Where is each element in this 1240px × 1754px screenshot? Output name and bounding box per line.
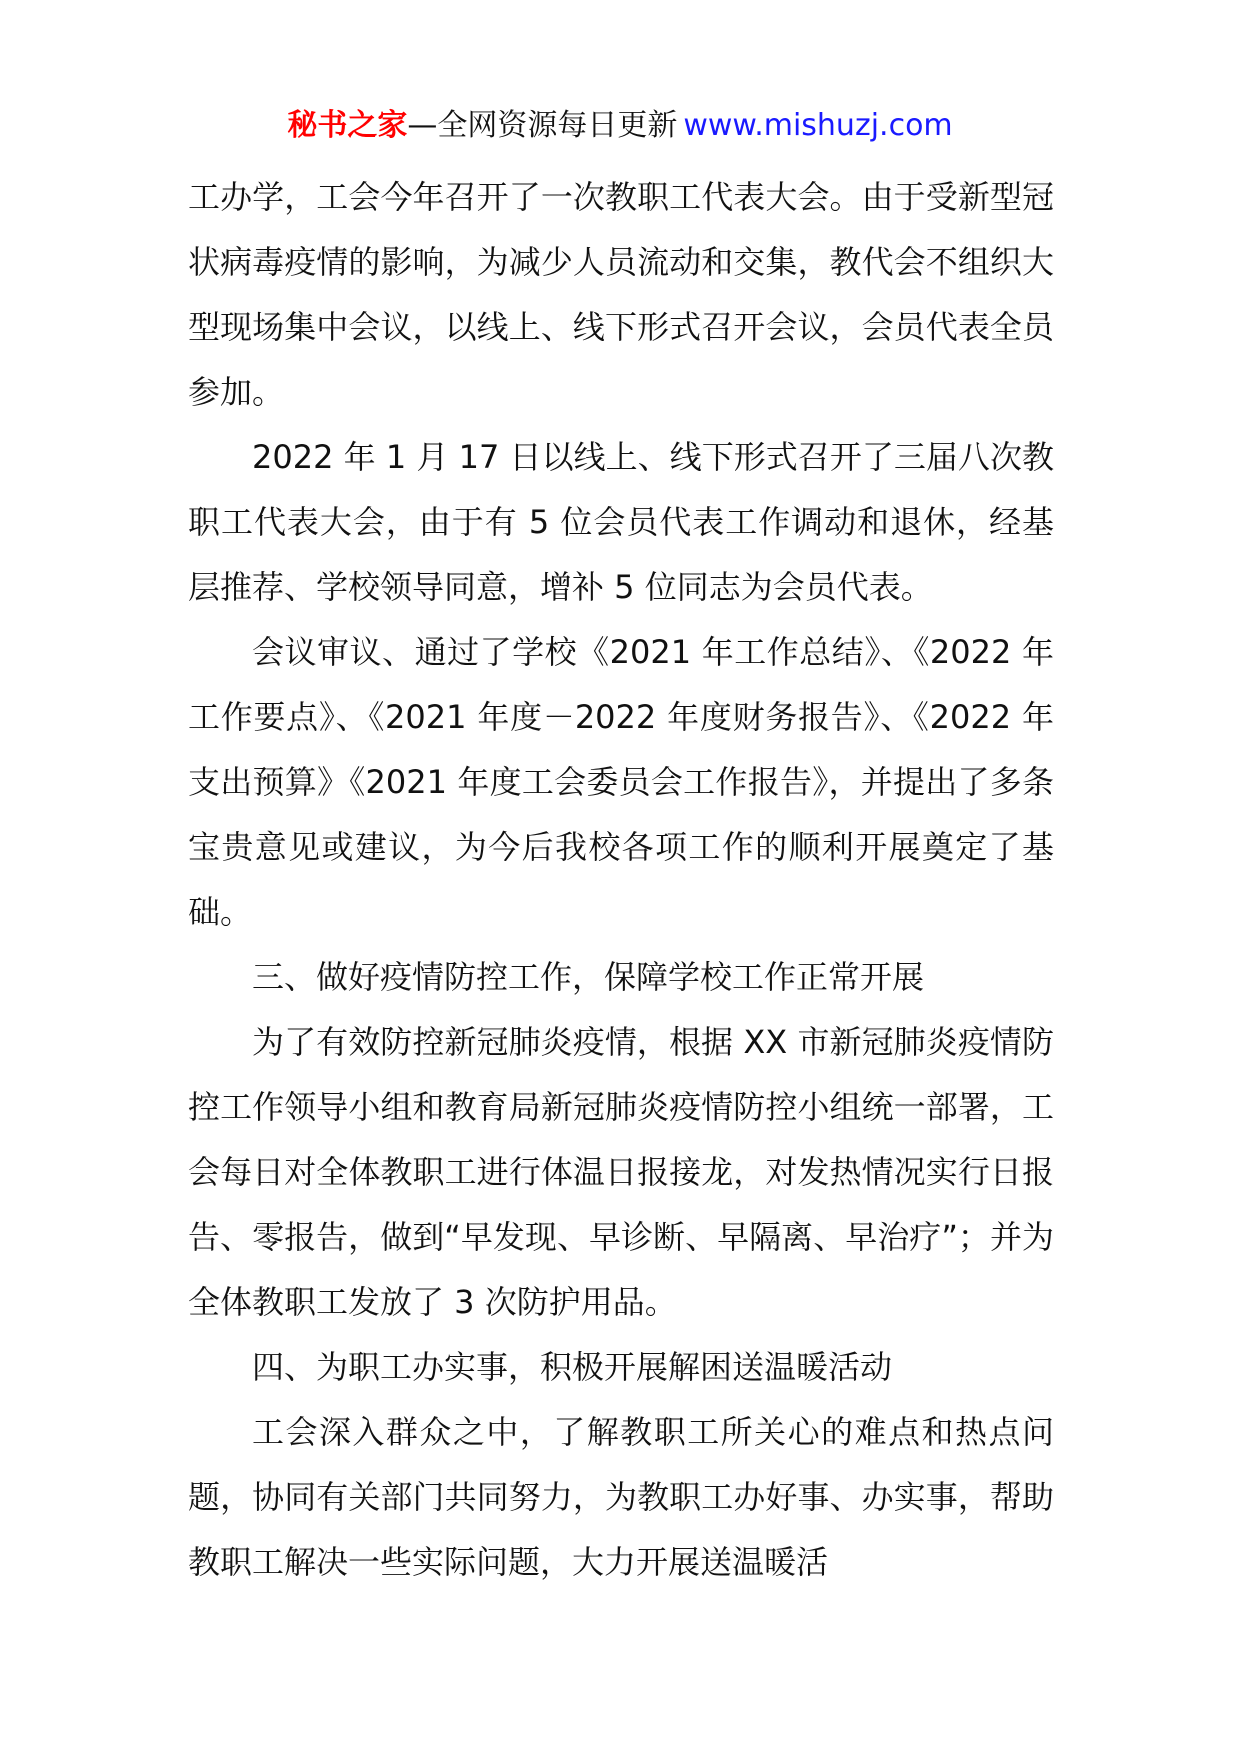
paragraph-congress-date: 2022 年 1 月 17 日以线上、线下形式召开了三届八次教职工代表大会，由于有 5 位会员代表工作调动和退休，经基层推荐、学校领导同意，增补 5 位同志为会员代表。	[188, 438, 1054, 606]
paragraph-epidemic-control: 为了有效防控新冠肺炎疫情，根据 XX 市新冠肺炎疫情防控工作领导小组和教育局新冠肺炎疫情防控小组统一部署，工会每日对全体教职工进行体温日报接龙，对发热情况实行日报告、零报告，做到“早发现、早诊断、早隔离、早治疗”；并为全体教职工发放了 3 次防护用品。	[188, 1023, 1054, 1321]
page-header	[0, 104, 1240, 148]
section-heading-epidemic: 三、做好疫情防控工作，保障学校工作正常开展	[252, 958, 925, 996]
header-tagline: —全网资源每日更新	[407, 108, 678, 143]
paragraph-meeting-review: 会议审议、通过了学校《2021 年工作总结》、《2022 年工作要点》、《2021 年度－2022 年度财务报告》、《2022 年支出预算》《2021 年度工会委员会工作报告》，并提出了多条宝贵意见或建议，为今后我校各项工作的顺利开展奠定了基础。	[188, 633, 1054, 931]
section-heading-welfare: 四、为职工办实事，积极开展解困送温暖活动	[252, 1348, 893, 1386]
site-url-link[interactable]: www.mishuzj.com	[683, 108, 953, 143]
brand-name: 秘书之家	[287, 108, 408, 143]
paragraph-welfare: 工会深入群众之中，了解教职工所关心的难点和热点问题，协同有关部门共同努力，为教职工办好事、办实事，帮助教职工解决一些实际问题，大力开展送温暖活	[188, 1413, 1054, 1581]
document-body	[188, 165, 1054, 1595]
paragraph-continuation: 工办学，工会今年召开了一次教职工代表大会。由于受新型冠状病毒疫情的影响，为减少人员流动和交集，教代会不组织大型现场集中会议，以线上、线下形式召开会议，会员代表全员参加。	[188, 178, 1054, 411]
